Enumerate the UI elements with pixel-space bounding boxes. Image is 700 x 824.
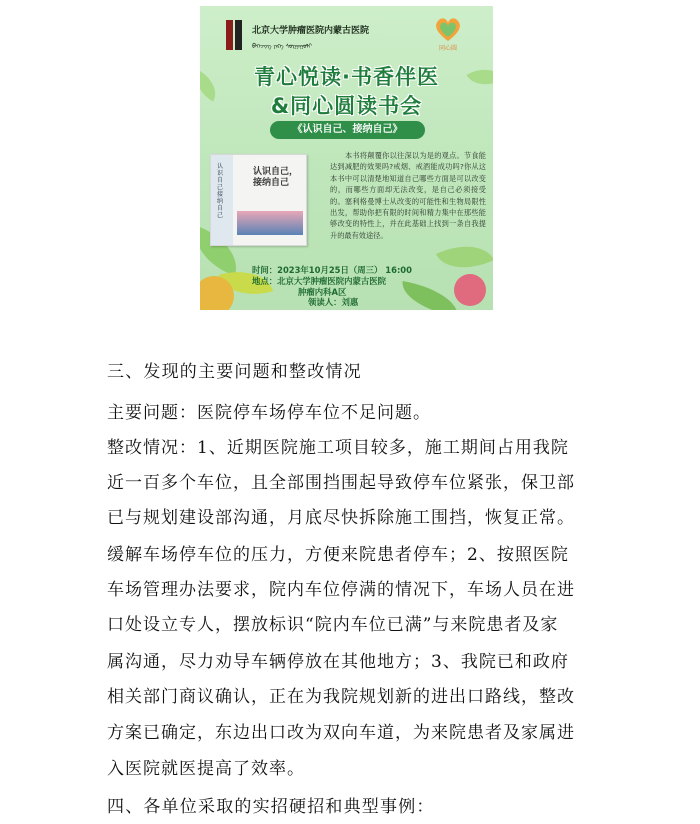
hospital-logo-text: 北京大学肿瘤医院内蒙古医院 (252, 26, 370, 36)
reading-club-poster (200, 6, 493, 310)
paragraph-line: 属沟通，尽力劝导车辆停放在其他地方；3、我院已和政府 (107, 652, 569, 672)
leaf-decoration (398, 281, 462, 310)
poster-title-line2: &同心圆读书会 (270, 94, 423, 118)
paragraph-line: 缓解车场停车位的压力，方便来院患者停车；2、按照医院 (107, 545, 569, 565)
book-cover (210, 154, 307, 246)
paragraph-line: 方案已确定，东边出口改为双向车道，为来院患者及家属进 (107, 723, 575, 743)
hospital-logo-row (208, 14, 485, 54)
hospital-logo-mongolian: ᠪᠡᠭᠡᠵᠢᠩ ᠶᠡᠺᠡ ᠰᠤᠷᠭᠠᠭᠤᠯᠢ (252, 43, 312, 50)
heart-icon (430, 14, 466, 44)
book-blurb: 本书将颠覆你以往深以为是的观点。节食能达到减肥的效果吗?戒烟、戒酒能成功吗?你从这本书中可以清楚地知道自己哪些方面是可以改变的，而哪些方面却无法改变，是自己必须接受的。塞利格曼博士从改变的可能性和生物局限性出发，帮助你把有限的时间和精力集中在那些能够改变的特性上，并在此基础上找到一条自我提升的最有效途径。 (330, 151, 486, 240)
event-leader: 领读人：刘惠 (308, 297, 359, 307)
paragraph-line: 整改情况：1、近期医院施工项目较多，施工期间占用我院 (107, 438, 569, 458)
partner-logo-text: 同心圆 (438, 45, 457, 52)
leaf-decoration (454, 274, 486, 306)
event-time: 时间：2023年10月25日（周三） 16:00 (252, 265, 412, 275)
paragraph-line: 相关部门商议确认，正在为我院规划新的进出口路线，整改 (107, 687, 575, 707)
book-cover-photo (237, 211, 303, 235)
partner-logo (430, 14, 466, 54)
poster-title-line1: 青心悦读·书香伴医 (254, 65, 439, 89)
event-place: 地点：北京大学肿瘤医院内蒙古医院 (252, 276, 386, 286)
book-spine-text: 认识自己接纳自己 (217, 163, 224, 219)
paragraph-line: 车场管理办法要求，院内车位停满的情况下，车场人员在进 (107, 580, 575, 600)
book-subtitle-pill: 《认识自己、接纳自己》 (270, 121, 425, 139)
main-problem-line: 主要问题：医院停车场停车位不足问题。 (107, 403, 431, 423)
paragraph-line: 近一百多个车位，且全部围挡围起导致停车位紧张，保卫部 (107, 473, 575, 493)
section-heading-3: 三、发现的主要问题和整改情况 (107, 362, 362, 382)
event-place-detail: 肿瘤内科A区 (298, 287, 347, 297)
paragraph-line: 已与规划建设部沟通，月底尽快拆除施工围挡，恢复正常。 (107, 508, 575, 528)
book-cover-title: 认识自己，接纳自己 (253, 167, 299, 188)
hospital-logo-icon (226, 20, 244, 50)
paragraph-line: 口处设立专人，摆放标识“院内车位已满”与来院患者及家 (107, 615, 559, 635)
section-heading-4: 四、各单位采取的实招硬招和典型事例： (107, 797, 435, 817)
paragraph-line: 入医院就医提高了效率。 (107, 759, 305, 779)
